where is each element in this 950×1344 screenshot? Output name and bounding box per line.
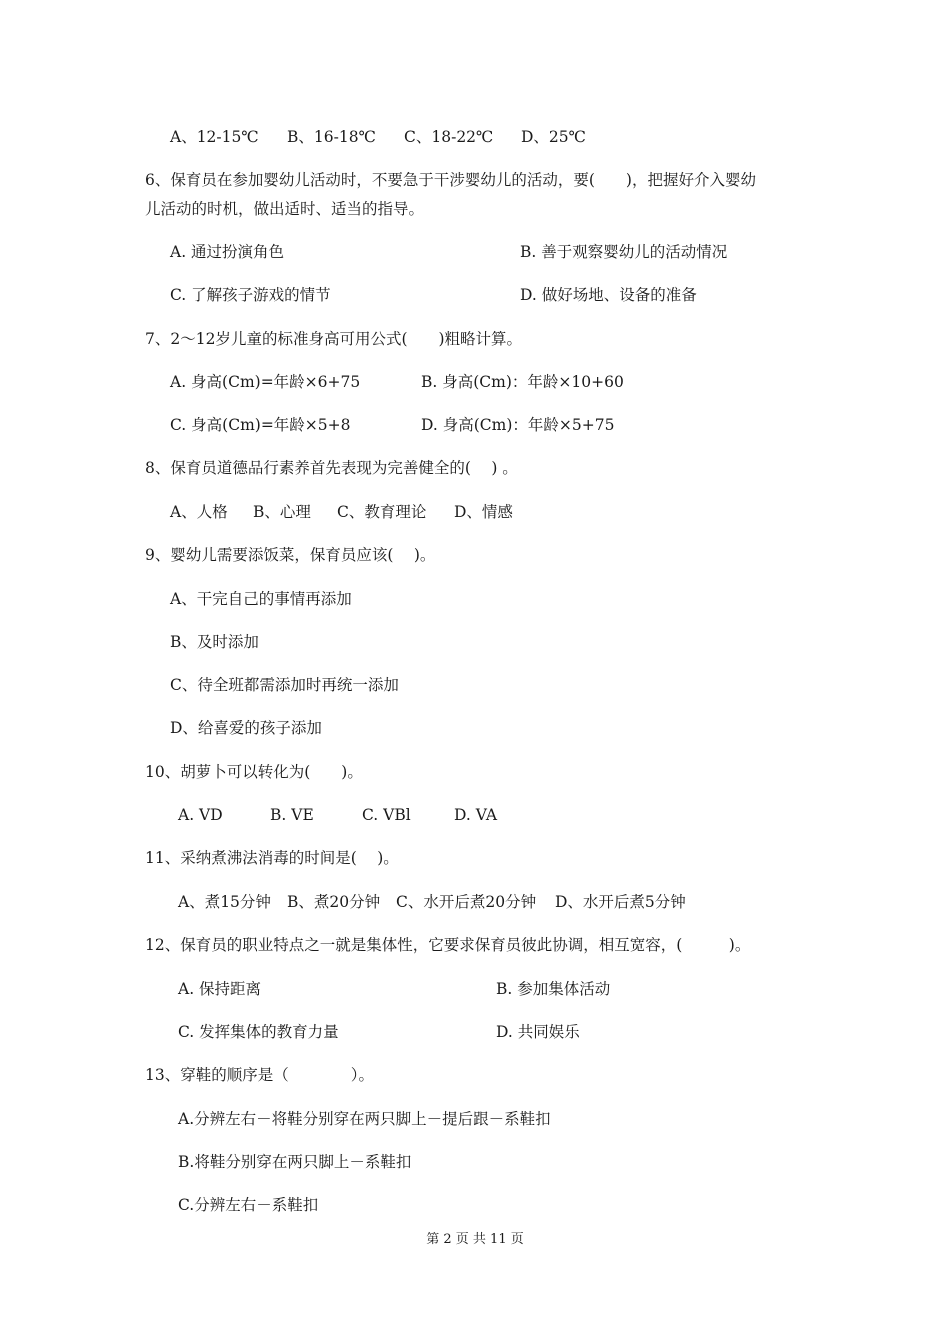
q6-option-b: B. 善于观察婴幼儿的活动情况 [520,243,728,261]
q6-stem-line2: 儿活动的时机，做出适时、适当的指导。 [145,200,425,218]
q13-option-a: A.分辨左右－将鞋分别穿在两只脚上－提后跟－系鞋扣 [178,1110,551,1128]
q12-option-a: A. 保持距离 [178,980,262,998]
q7-stem: 7、2～12岁儿童的标准身高可用公式( )粗略计算。 [145,330,523,348]
q9-option-b: B、及时添加 [170,633,259,651]
q10-option-d: D. VA [454,806,498,824]
q7-option-c: C. 身高(Cm)=年龄×5+8 [170,416,351,434]
q11-option-d: D、水开后煮5分钟 [555,893,686,911]
q8-option-b: B、心理 [253,503,311,521]
q6-option-c: C. 了解孩子游戏的情节 [170,286,331,304]
q10-option-b: B. VE [270,806,314,824]
q9-option-c: C、待全班都需添加时再统一添加 [170,676,399,694]
q12-option-b: B. 参加集体活动 [496,980,611,998]
q5-option-c: C、18-22℃ [404,128,494,146]
q11-stem: 11、采纳煮沸法消毒的时间是( )。 [145,849,399,867]
q8-option-d: D、情感 [454,503,513,521]
q9-option-d: D、给喜爱的孩子添加 [170,719,322,737]
q5-option-d: D、25℃ [521,128,586,146]
q13-option-c: C.分辨左右－系鞋扣 [178,1196,319,1214]
q11-option-b: B、煮20分钟 [287,893,381,911]
q5-option-a: A、12-15℃ [170,128,259,146]
q10-option-a: A. VD [178,806,223,824]
q6-stem-line1: 6、保育员在参加婴幼儿活动时，不要急于干涉婴幼儿的活动，要( )，把握好介入婴幼 [145,171,756,189]
q7-option-b: B. 身高(Cm)：年龄×10+60 [421,373,624,391]
q5-option-b: B、16-18℃ [287,128,376,146]
q11-option-a: A、煮15分钟 [178,893,271,911]
q7-option-a: A. 身高(Cm)=年龄×6+75 [170,373,361,391]
q13-stem: 13、穿鞋的顺序是（ ）。 [145,1066,374,1084]
q12-stem: 12、保育员的职业特点之一就是集体性，它要求保育员彼此协调，相互宽容，( )。 [145,936,751,954]
q10-option-c: C. VBl [362,806,411,824]
q8-option-a: A、人格 [170,503,228,521]
q10-stem: 10、胡萝卜可以转化为( )。 [145,763,363,781]
q6-option-a: A. 通过扮演角色 [170,243,285,261]
page-number: 第 2 页 共 11 页 [426,1232,524,1247]
q11-option-c: C、水开后煮20分钟 [396,893,537,911]
q9-stem: 9、婴幼儿需要添饭菜，保育员应该( )。 [145,546,436,564]
q13-option-b: B.将鞋分别穿在两只脚上－系鞋扣 [178,1153,412,1171]
q6-option-d: D. 做好场地、设备的准备 [520,286,697,304]
q9-option-a: A、干完自己的事情再添加 [170,590,352,608]
q8-option-c: C、教育理论 [337,503,427,521]
q12-option-d: D. 共同娱乐 [496,1023,580,1041]
q12-option-c: C. 发挥集体的教育力量 [178,1023,339,1041]
q8-stem: 8、保育员道德品行素养首先表现为完善健全的( ) 。 [145,459,518,477]
q7-option-d: D. 身高(Cm)：年龄×5+75 [421,416,615,434]
